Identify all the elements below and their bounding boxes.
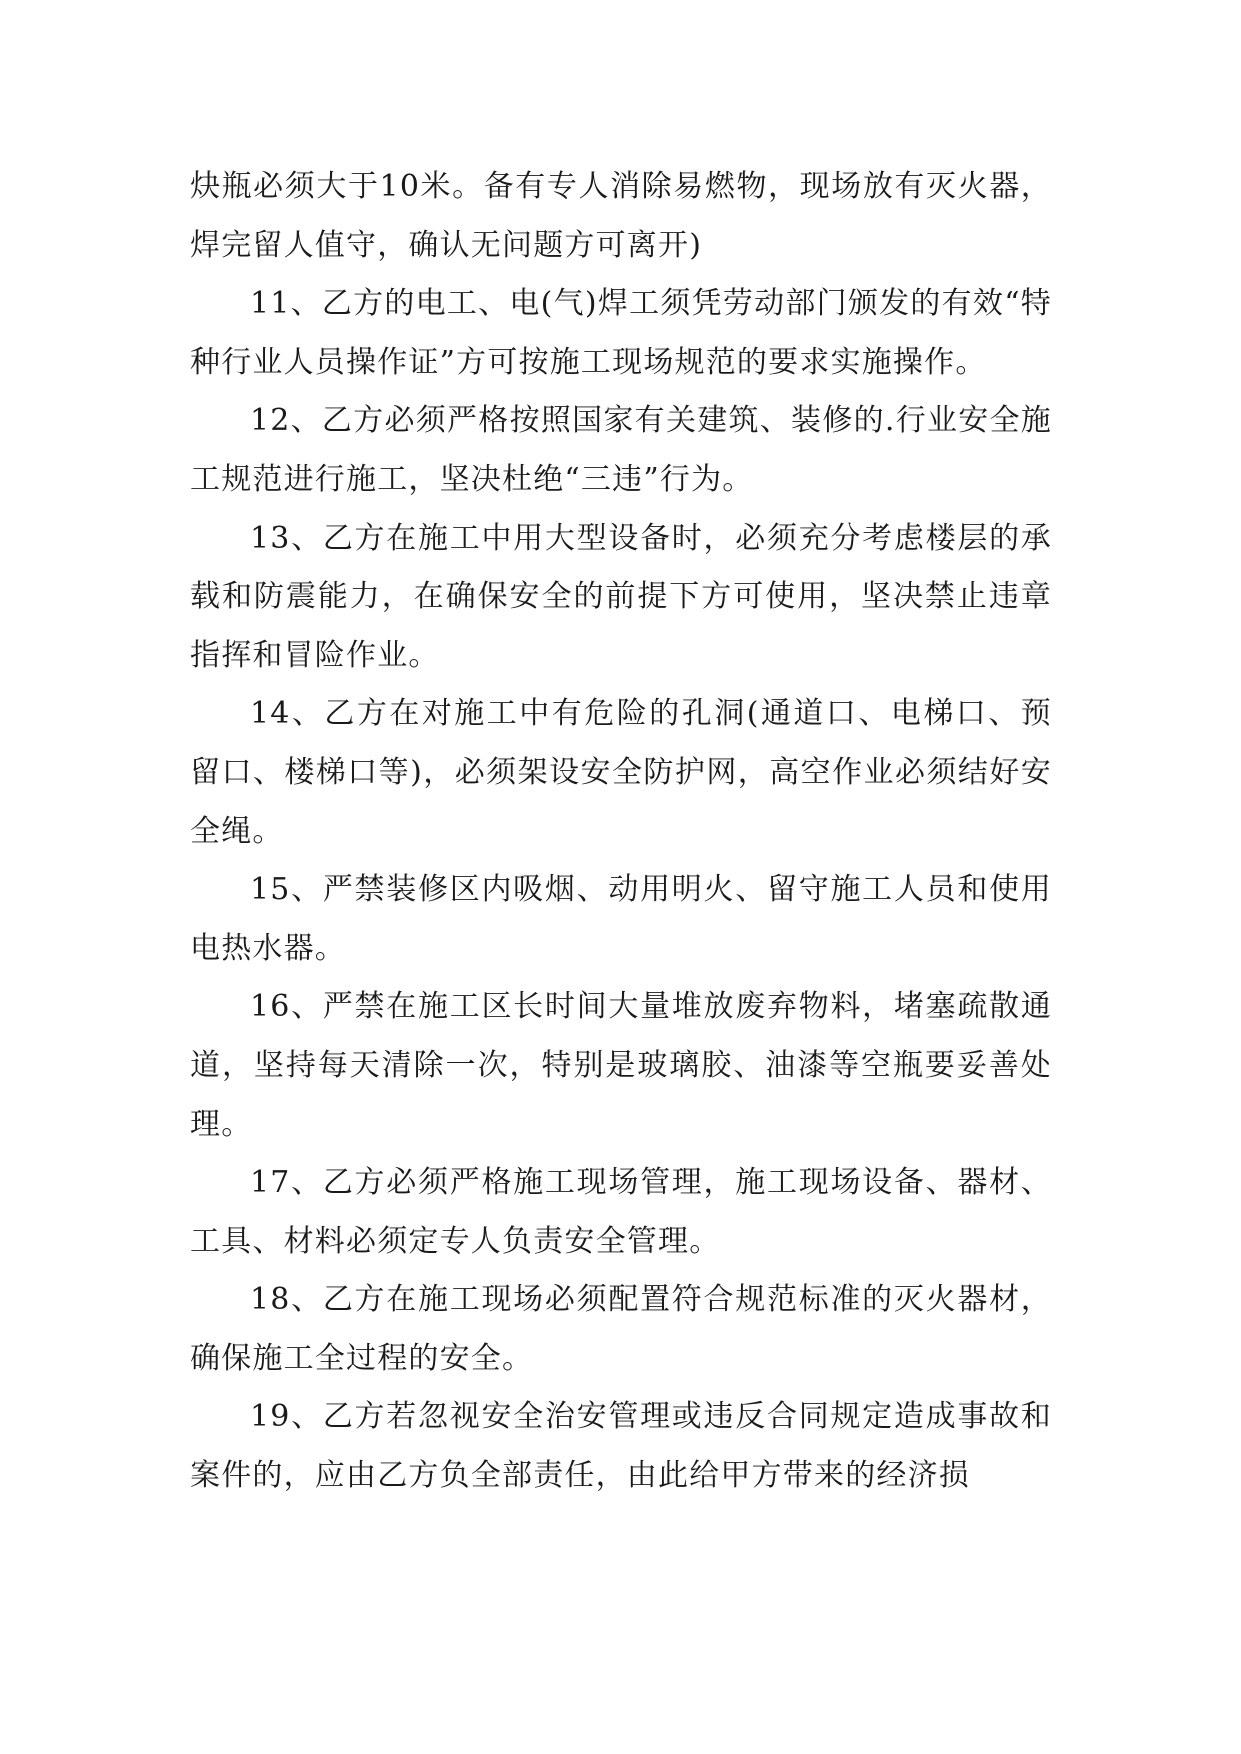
paragraph-item-17: 17、乙方必须严格施工现场管理，施工现场设备、器材、工具、材料必须定专人负责安全管理。 [190,1165,1052,1259]
document-body [190,158,1052,1506]
paragraph-item-19: 19、乙方若忽视安全治安管理或违反合同规定造成事故和案件的，应由乙方负全部责任，由此给甲方带来的经济损 [190,1399,1052,1494]
paragraph-item-16: 16、严禁在施工区长时间大量堆放废弃物料，堵塞疏散通道，坚持每天清除一次，特别是玻璃胶、油漆等空瓶要妥善处理。 [190,989,1052,1142]
paragraph-item-15: 15、严禁装修区内吸烟、动用明火、留守施工人员和使用电热水器。 [190,872,1052,966]
paragraph-item-12: 12、乙方必须严格按照国家有关建筑、装修的.行业安全施工规范进行施工，坚决杜绝“三违”行为。 [190,403,1052,497]
paragraph-item-18: 18、乙方在施工现场必须配置符合规范标准的灭火器材，确保施工全过程的安全。 [190,1282,1052,1376]
paragraph-item-11: 11、乙方的电工、电(气)焊工须凭劳动部门颁发的有效“特种行业人员操作证”方可按施工现场规范的要求实施操作。 [190,286,1052,380]
paragraph-item-13: 13、乙方在施工中用大型设备时，必须充分考虑楼层的承载和防震能力，在确保安全的前提下方可使用，坚决禁止违章指挥和冒险作业。 [190,520,1052,673]
paragraph-continuation: 炔瓶必须大于10米。备有专人消除易燃物，现场放有灭火器，焊完留人值守，确认无问题方可离开) [190,169,1052,263]
paragraph-item-14: 14、乙方在对施工中有危险的孔洞(通道口、电梯口、预留口、楼梯口等)，必须架设安全防护网，高空作业必须结好安全绳。 [190,696,1052,849]
